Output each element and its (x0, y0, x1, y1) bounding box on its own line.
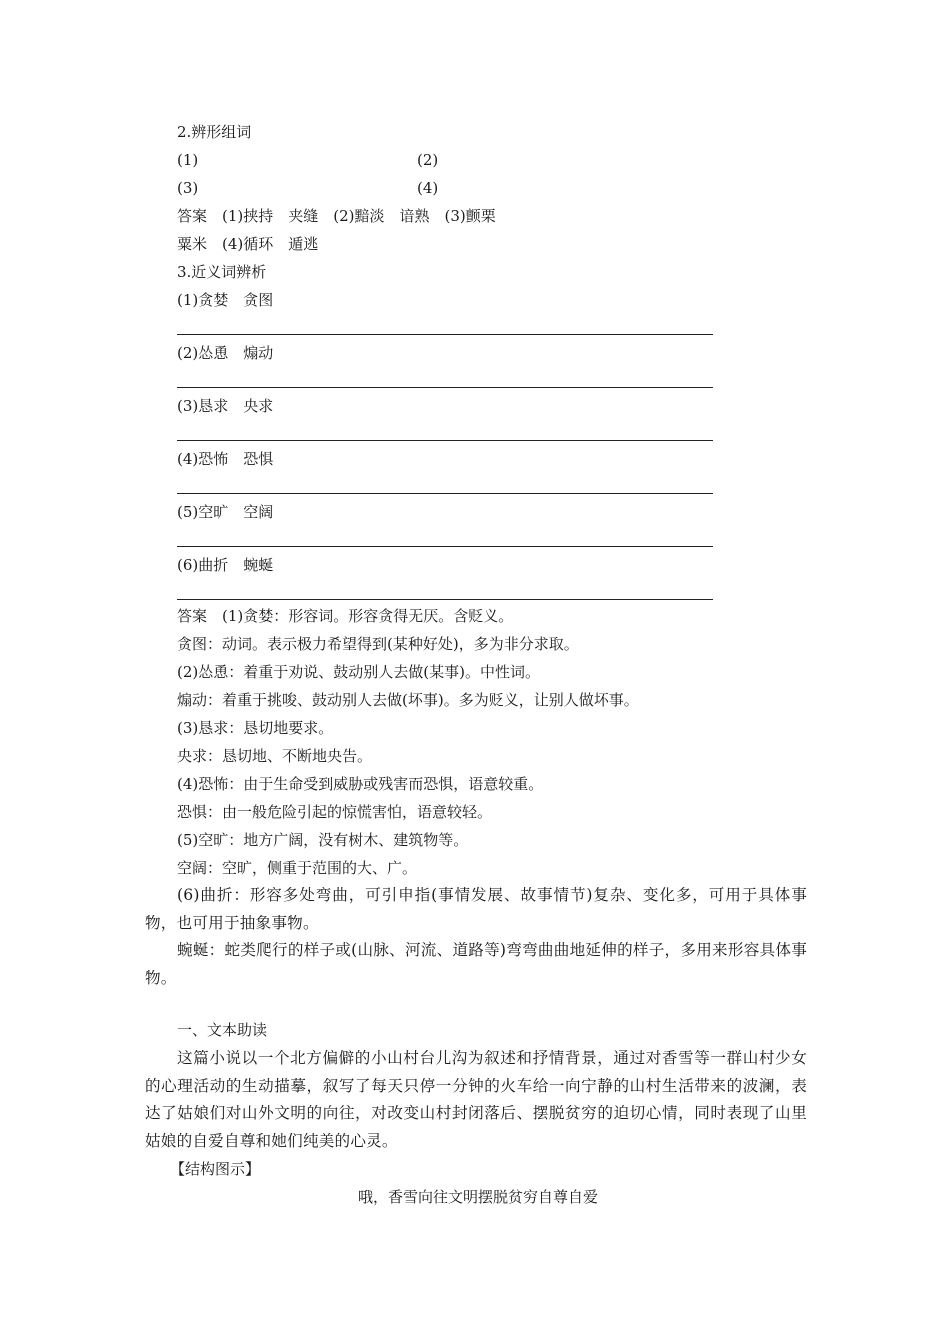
answer-line: 央求：恳切地、不断地央告。 (177, 747, 373, 765)
answer-line: 粟米 (4)循环 遁逃 (177, 235, 319, 253)
word-pair: (3)恳求 央求 (177, 397, 274, 415)
answer-line: (2)怂恿：着重于劝说、鼓动别人去做(某事)。中性词。 (177, 663, 540, 681)
section-heading-text-guide: 一、文本助读 (177, 1021, 268, 1039)
answer-blank-line (177, 387, 713, 388)
answer-line: 贪图：动词。表示极力希望得到(某种好处)，多为非分求取。 (177, 635, 579, 653)
word-pair: (5)空旷 空阔 (177, 503, 274, 521)
answer-line: 答案 (1)贪婪：形容词。形容贪得无厌。含贬义。 (177, 607, 514, 625)
word-pair: (6)曲折 蜿蜒 (177, 556, 274, 574)
guide-paragraph: 这篇小说以一个北方偏僻的小山村台儿沟为叙述和抒情背景，通过对香雪等一群山村少女的心理活动的生动描摹，叙写了每天只停一分钟的火车给一向宁静的山村生活带来的波澜，表达了姑娘们对山外文明的向往，对改变山村封闭落后、摆脱贫穷的迫切心情，同时表现了山里姑娘的自爱自尊和她们纯美的心灵。 (145, 1049, 807, 1150)
item-label: (2) (417, 151, 439, 169)
word-pair: (1)贪婪 贪图 (177, 291, 274, 309)
answer-blank-line (177, 546, 713, 547)
answer-line: 答案 (1)挟持 夹缝 (2)黯淡 谙熟 (3)颤栗 (177, 207, 496, 225)
word-pair: (4)恐怖 恐惧 (177, 450, 274, 468)
answer-line: (3)恳求：恳切地要求。 (177, 719, 334, 737)
answer-blank-line (177, 599, 713, 600)
answer-line: 煽动：着重于挑唆、鼓动别人去做(坏事)。多为贬义，让别人做坏事。 (177, 691, 639, 709)
answer-line: (4)恐怖：由于生命受到威胁或残害而恐惧，语意较重。 (177, 775, 544, 793)
structure-diagram-text: 哦，香雪向往文明摆脱贫穷自尊自爱 (358, 1188, 599, 1206)
answer-line: 恐惧：由一般危险引起的惊慌害怕，语意较轻。 (177, 803, 493, 821)
answer-blank-line (177, 334, 713, 335)
structure-heading: 【结构图示】 (170, 1160, 261, 1178)
word-pair: (2)怂恿 煽动 (177, 344, 274, 362)
answer-paragraph: 蜿蜒：蛇类爬行的样子或(山脉、河流、道路等)弯弯曲曲地延伸的样子，多用来形容具体事物。 (145, 941, 807, 987)
answer-line: 空阔：空旷，侧重于范围的大、广。 (177, 859, 418, 877)
answer-line: (5)空旷：地方广阔，没有树木、建筑物等。 (177, 831, 469, 849)
item-label: (1) (177, 151, 199, 169)
item-label: (4) (417, 179, 439, 197)
item-label: (3) (177, 179, 199, 197)
section-heading-3: 3.近义词辨析 (177, 263, 267, 281)
section-heading-2: 2.辨形组词 (177, 123, 252, 141)
answer-blank-line (177, 493, 713, 494)
answer-paragraph: (6)曲折：形容多处弯曲，可引申指(事情发展、故事情节)复杂、变化多，可用于具体事物，也可用于抽象事物。 (145, 886, 807, 932)
answer-blank-line (177, 440, 713, 441)
